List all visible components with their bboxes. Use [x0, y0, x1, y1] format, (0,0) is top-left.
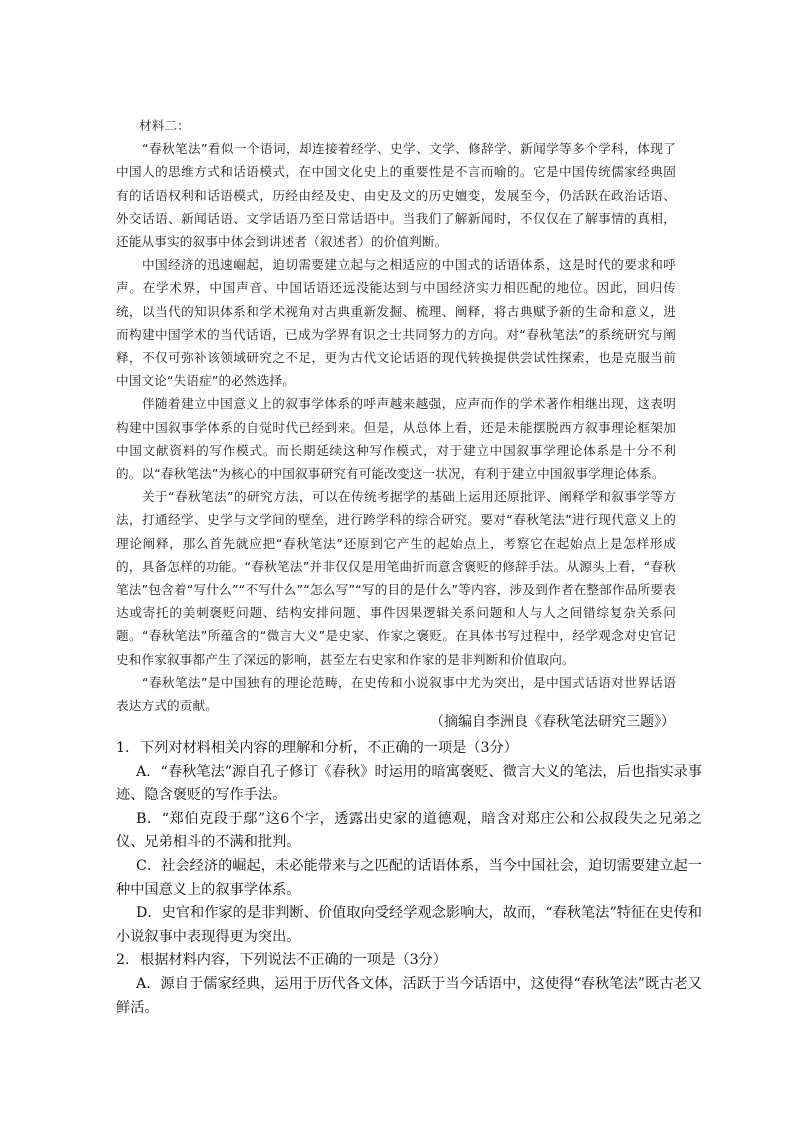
- question-number: 2.: [116, 952, 130, 969]
- option-d: D．史官和作家的是非判断、价值取向受经学观念影响大，故而，“春秋笔法”特征在史传和小说叙事中表现得更为突出。: [116, 905, 702, 945]
- material-paragraph: 关于“春秋笔法”的研究方法，可以在传统考据学的基础上运用还原批评、阐释学和叙事学等方法，打通经学、史学与文学间的壁垒，进行跨学科的综合研究。要对“春秋笔法”进行现代意义上的理论阐释，那么首先就应把“春秋笔法”还原到它产生的起始点上，考察它在起始点上是怎样形成的，具备怎样的功能。“春秋笔法”并非仅仅是用笔曲折而意含褒贬的修辞手法。从源头上看，“春秋笔法”包含着“写什么”“不写什么”“怎么写”“写的目的是什么”等内容，涉及到作者在整部作品所要表达或寄托的美刺褒贬问题、结构安排问题、事件因果逻辑关系问题和人与人之间错综复杂关系问题。“春秋笔法”所蕴含的“微言大义”是史家、作家之褒贬。在具体书写过程中，经学观念对史官记史和作家叙事都产生了深远的影响，甚至左右史家和作家的是非判断和价值取向。: [116, 489, 676, 667]
- question-list: [116, 737, 702, 1020]
- material-paragraph: “春秋笔法”看似一个语词，却连接着经学、史学、文学、修辞学、新闻学等多个学科，体现了中国人的思维方式和话语模式，在中国文化史上的重要性是不言而喻的。它是中国传统儒家经典固有的话语权利和话语模式，历经由经及史、由史及文的历史嬗变，发展至今，仍活跃在政治话语、外交话语、新闻话语、文学话语乃至日常话语中。当我们了解新闻时，不仅仅在了解事情的真相，还能从事实的叙事中体会到讲述者（叙述者）的价值判断。: [116, 141, 676, 250]
- option-b: B．“郑伯克段于鄢”这6个字，透露出史家的道德观，暗含对郑庄公和公叔段失之兄弟之仪、兄弟相斗的不满和批判。: [116, 810, 702, 851]
- material-paragraph: 伴随着建立中国意义上的叙事学体系的呼声越来越强，应声而作的学术著作相继出现，这表明构建中国叙事学体系的自觉时代已经到来。但是，从总体上看，还是未能摆脱西方叙事理论框架加中国文献资料的写作模式。而长期延续这种写作模式，对于建立中国叙事学理论体系是十分不利的。以“春秋笔法”为核心的中国叙事研究有可能改变这一状况，有利于建立中国叙事学理论体系。: [116, 396, 676, 482]
- question-text: 根据材料内容，下列说法不正确的一项是（3分）: [140, 952, 447, 969]
- option-a: A．源自于儒家经典，运用于历代各文体，活跃于当今话语中，这使得“春秋笔法”既古老又鲜活。: [116, 975, 702, 1016]
- question-2: [116, 949, 702, 1020]
- material-paragraph: “春秋笔法”是中国独有的理论范畴，在史传和小说叙事中尤为突出，是中国式话语对世界话语表达方式的贡献。: [116, 674, 676, 714]
- question-stem: [116, 949, 702, 973]
- question-stem: [116, 737, 702, 761]
- option-a: A．“春秋笔法”源自孔子修订《春秋》时运用的暗寓褒贬、微言大义的笔法，后也指实录事迹、隐含褒贬的写作手法。: [116, 763, 702, 804]
- material-paragraph: 中国经济的迅速崛起，迫切需要建立起与之相适应的中国式的话语体系，这是时代的要求和呼声。在学术界，中国声音、中国话语还远没能达到与中国经济实力相匹配的地位。因此，回归传统，以当代的知识体系和学术视角对古典重新发掘、梳理、阐释，将古典赋予新的生命和意义，进而构建中国学术的当代话语，已成为学界有识之士共同努力的方向。对“春秋笔法”的系统研究与阐释，不仅可弥补该领域研究之不足，更为古代文论话语的现代转换提供尝试性探索，也是克服当前中国文论“失语症”的必然选择。: [116, 257, 676, 389]
- source-citation: （摘编自李洲良《春秋笔法研究三题》）: [430, 714, 675, 730]
- question-1: [116, 737, 702, 949]
- material-two: [116, 114, 676, 717]
- question-number: 1.: [116, 740, 130, 756]
- question-text: 下列对材料相关内容的理解和分析，不正确的一项是（3分）: [140, 740, 518, 756]
- material-heading: 材料二：: [139, 118, 190, 133]
- option-c: C．社会经济的崛起，未必能带来与之匹配的话语体系，当今中国社会，迫切需要建立起一种中国意义上的叙事学体系。: [116, 857, 702, 898]
